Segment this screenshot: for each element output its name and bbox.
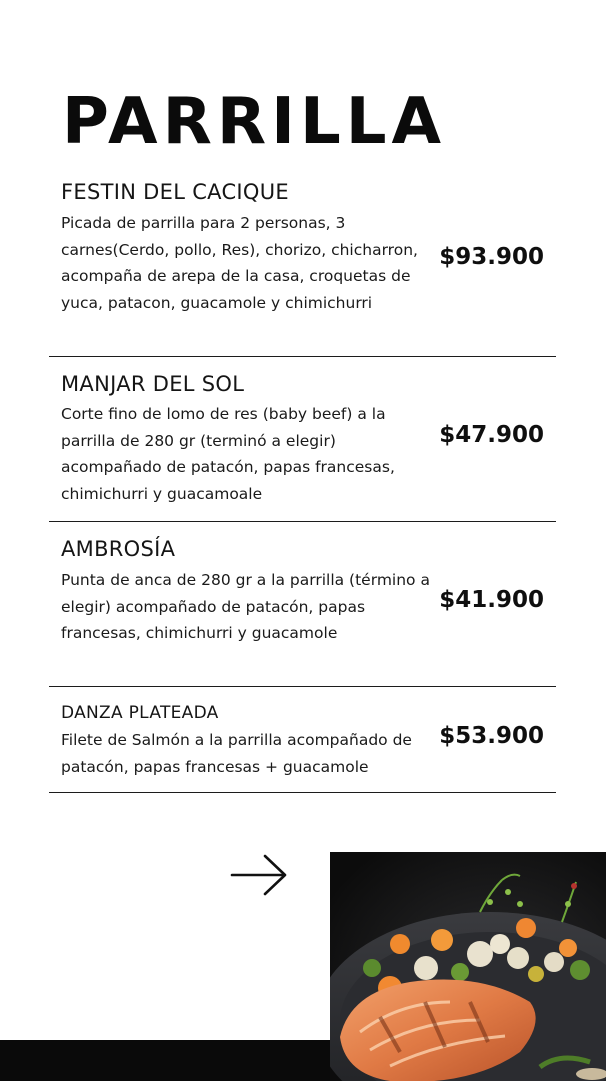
footer-bar [0,1040,330,1081]
menu-item-price: $41.900 [439,587,544,613]
grilled-salmon-photo [330,852,606,1081]
menu-item-description: Punta de anca de 280 gr a la parrilla (término a elegir) acompañado de patacón, papas francesas, chimichurri y guacamole [61,571,430,642]
menu-item-price: $47.900 [439,422,544,448]
menu-divider [49,686,556,687]
menu-item-description: Corte fino de lomo de res (baby beef) a la parrilla de 280 gr (terminó a elegir) acompañado de patacón, papas francesas, chimichurri y guacamoale [61,405,395,503]
menu-item-name: DANZA PLATEADA [61,703,219,723]
menu-divider [49,792,556,793]
arrow-right-icon[interactable] [228,852,290,898]
menu-divider [49,356,556,357]
menu-divider [49,521,556,522]
menu-item-name: FESTIN DEL CACIQUE [61,180,289,204]
menu-item-name: AMBROSÍA [61,537,176,561]
menu-item-name: MANJAR DEL SOL [61,372,245,396]
menu-item-price: $53.900 [439,723,544,749]
menu-item-description: Picada de parrilla para 2 personas, 3 carnes(Cerdo, pollo, Res), chorizo, chicharron, acompaña de arepa de la casa, croquetas de yuca, patacon, guacamole y chimichurri [61,214,418,312]
menu-item-description: Filete de Salmón a la parrilla acompañado de patacón, papas francesas + guacamole [61,731,412,776]
menu-title: PARRILLA [62,85,447,159]
menu-item-price: $93.900 [439,244,544,270]
